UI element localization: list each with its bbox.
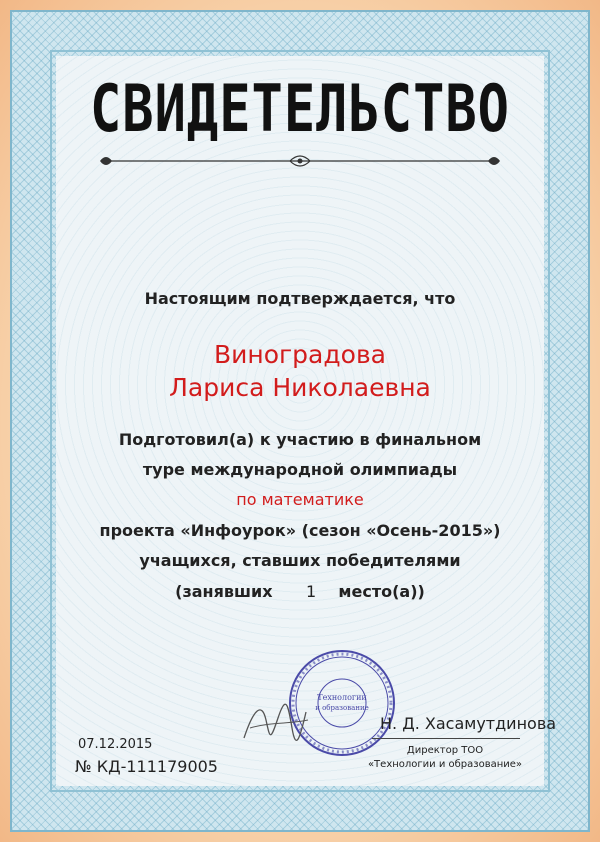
certificate-number: № КД-111179005 (75, 757, 218, 776)
place-value: 1 (305, 582, 317, 601)
body-line-3: проекта «Инфоурок» (сезон «Осень-2015») (99, 521, 501, 540)
recipient-surname: Виноградова (214, 340, 386, 369)
signature-scribble-icon (240, 698, 310, 744)
signature-line (372, 738, 520, 739)
subject-text: по математике (236, 490, 364, 509)
place-line (0, 582, 600, 601)
issue-date: 07.12.2015 (78, 737, 153, 752)
stamp-text-1: Технологии (317, 693, 367, 702)
director-position: Директор ТОО (406, 745, 484, 756)
director-title (360, 744, 530, 772)
certificate-title: СВИДЕТЕЛЬСТВО (90, 72, 510, 147)
place-prefix: (занявших (175, 582, 273, 601)
body-line-2: туре международной олимпиады (142, 460, 458, 479)
director-organization: «Технологии и образование» (367, 759, 523, 770)
director-name: Н. Д. Хасамутдинова (380, 714, 557, 733)
place-suffix: место(а)) (338, 582, 425, 601)
body-line-4: учащихся, ставших победителями (139, 551, 461, 570)
confirmation-text: Настоящим подтверждается, что (144, 289, 456, 308)
stamp-text-2: и образование (315, 704, 369, 712)
recipient-name (0, 338, 600, 404)
body-line-1: Подготовил(а) к участию в финальном (118, 430, 482, 449)
title-ornament-icon (90, 150, 510, 172)
recipient-given-names: Лариса Николаевна (169, 373, 431, 402)
